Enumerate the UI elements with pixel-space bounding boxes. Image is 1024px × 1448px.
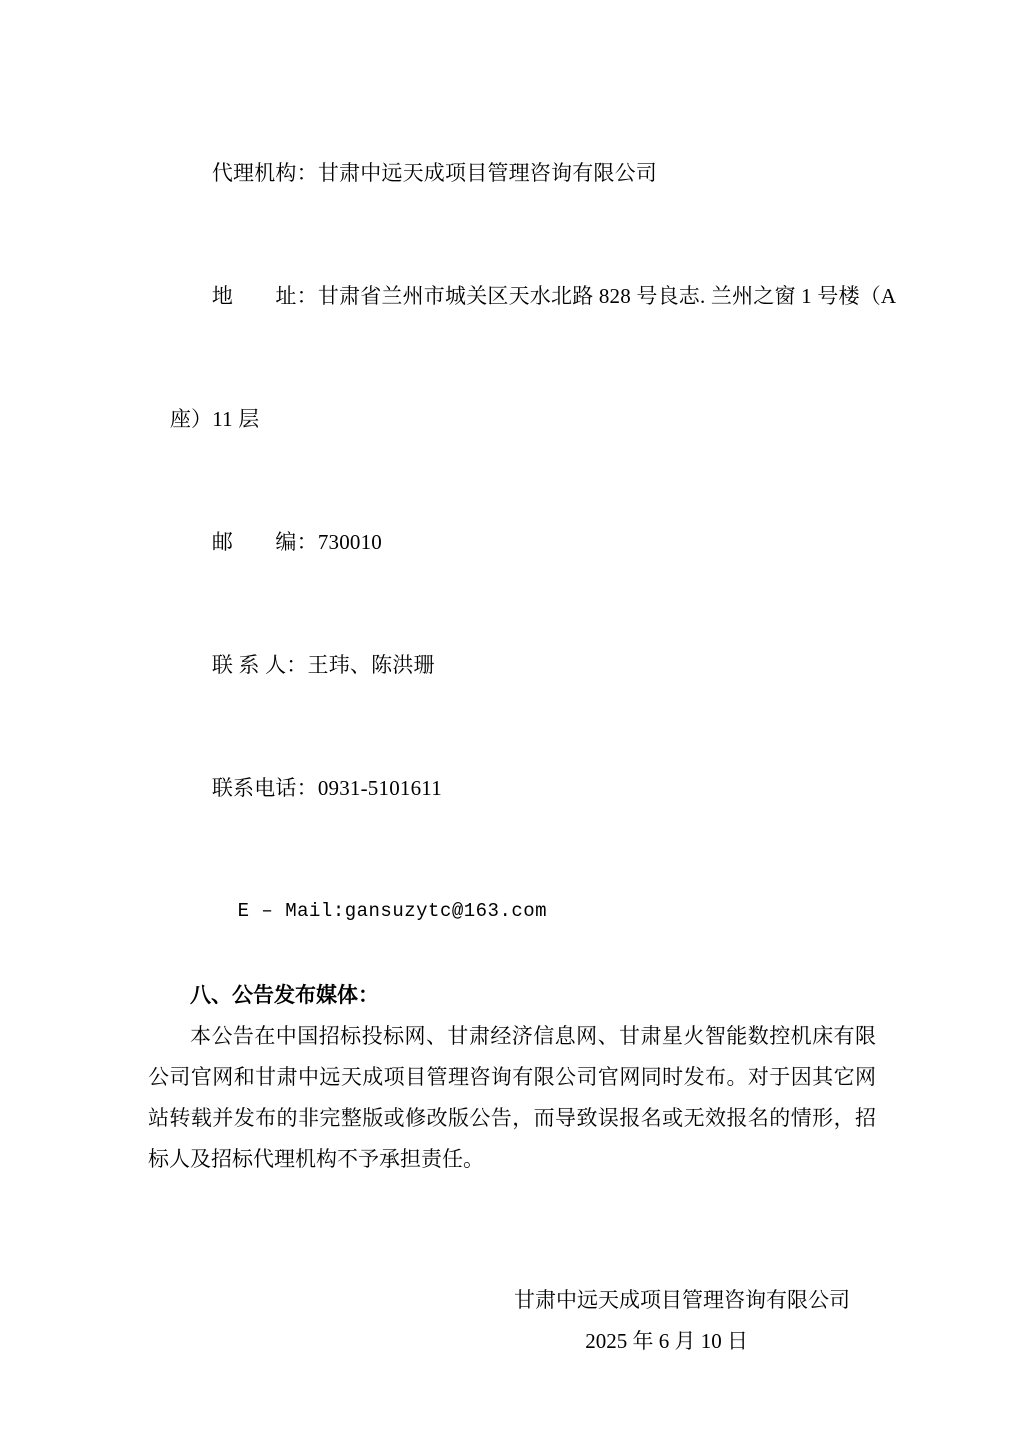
contact-label-phone: 联系电话： <box>211 776 318 800</box>
contact-label-person: 联 系 人： <box>211 653 308 677</box>
contact-value-address-continued: 座）11 层 <box>169 407 260 431</box>
contact-value-agency: 甘肃中远天成项目管理咨询有限公司 <box>317 161 658 185</box>
contact-line-person <box>148 604 876 727</box>
contact-line-email <box>148 850 876 973</box>
contact-line-address-continued <box>148 358 876 481</box>
contact-value-person: 王玮、陈洪珊 <box>307 653 435 677</box>
contact-label-postcode: 邮 编： <box>211 530 318 554</box>
contact-value-address: 甘肃省兰州市城关区天水北路 828 号良志. 兰州之窗 1 号楼（A <box>317 284 897 308</box>
contact-line-agency <box>148 112 876 235</box>
signature-company: 甘肃中远天成项目管理咨询有限公司 <box>514 1288 850 1312</box>
contact-label-address: 地 址： <box>211 284 318 308</box>
signature-date: 2025 年 6 月 10 日 <box>585 1329 748 1353</box>
contact-value-phone: 0931-5101611 <box>317 776 442 800</box>
contact-line-postcode <box>148 481 876 604</box>
signature-block <box>148 1280 876 1362</box>
section-heading-media: 八、公告发布媒体： <box>190 983 379 1007</box>
contact-value-email: E – Mail:gansuzytc@163.com <box>237 900 548 922</box>
contact-value-postcode: 730010 <box>317 530 383 554</box>
contact-line-address <box>148 235 897 358</box>
contact-line-phone <box>148 727 876 850</box>
contact-label-agency: 代理机构： <box>211 161 318 185</box>
section-paragraph-media: 本公告在中国招标投标网、甘肃经济信息网、甘肃星火智能数控机床有限公司官网和甘肃中远天成项目管理咨询有限公司官网同时发布。对于因其它网站转载并发布的非完整版或修改版公告，而导致误报名或无效报名的情形，招标人及招标代理机构不予承担责任。 <box>148 1024 876 1171</box>
